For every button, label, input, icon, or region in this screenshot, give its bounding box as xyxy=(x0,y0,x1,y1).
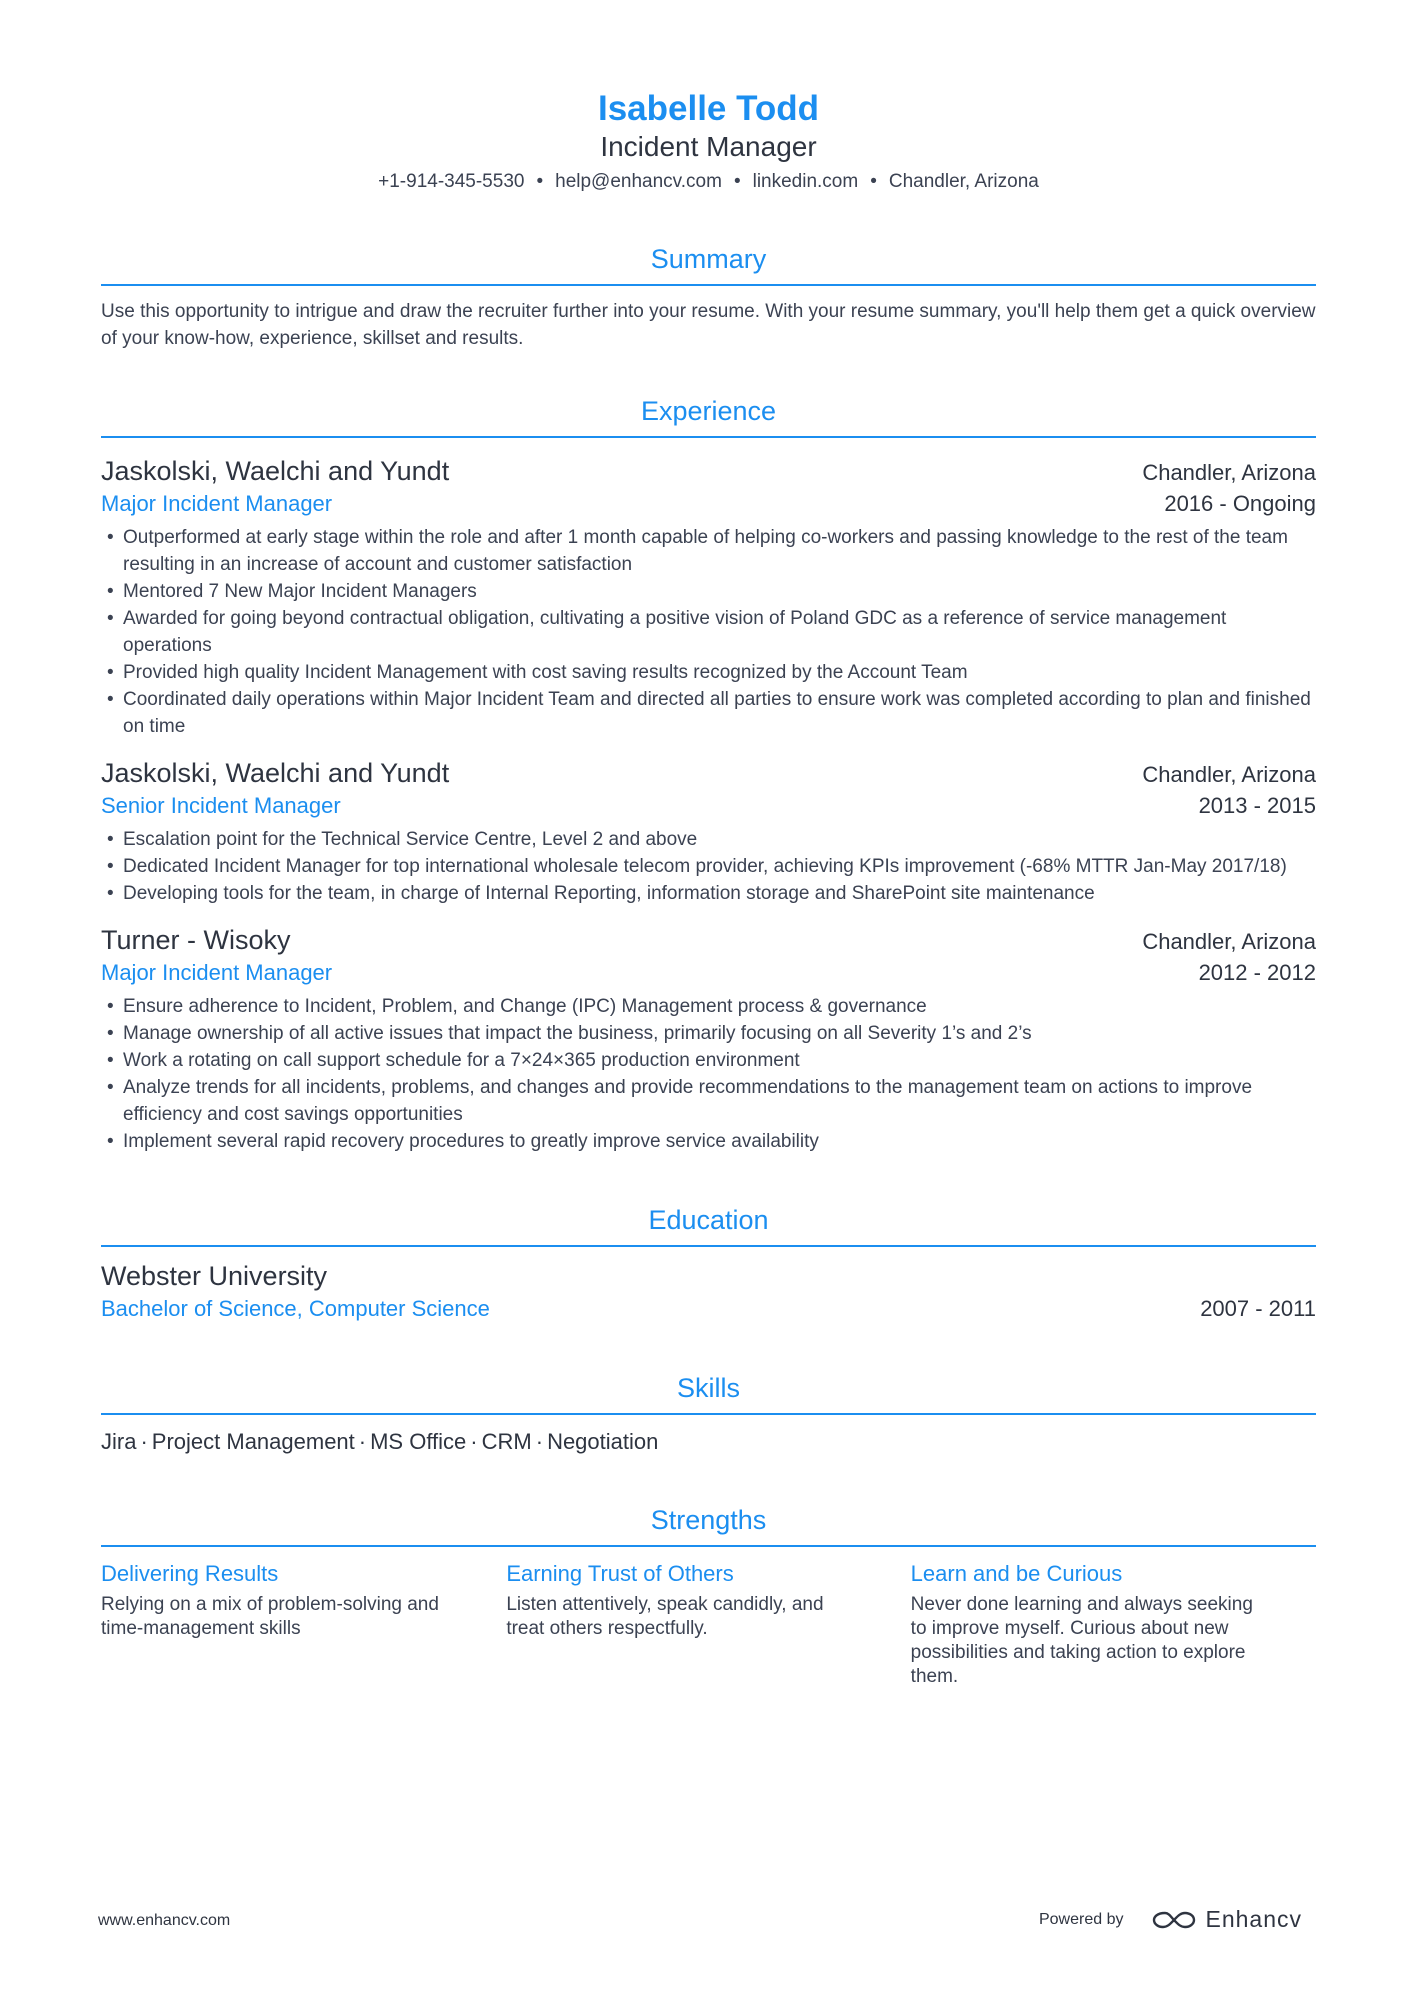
job-bullet: • Developing tools for the team, in charge of Internal Reporting, information storage and SharePoint site maintenance xyxy=(101,880,1316,907)
job-company: Jaskolski, Waelchi and Yundt xyxy=(101,758,450,788)
skills-list xyxy=(101,1427,1316,1457)
skills-section xyxy=(101,1371,1316,1457)
resume-content xyxy=(101,0,1316,1689)
page-footer xyxy=(0,1906,1410,1940)
contact-email: help@enhancv.com xyxy=(555,171,722,192)
job-location: Chandler, Arizona xyxy=(1142,929,1316,954)
powered-by-label: Powered by xyxy=(1038,1910,1124,1928)
strength-item xyxy=(911,1559,1316,1689)
candidate-title: Incident Manager xyxy=(600,131,817,162)
job-company: Turner - Wisoky xyxy=(101,925,291,955)
contact-line xyxy=(101,170,1316,194)
job-bullet: • Manage ownership of all active issues that impact the business, primarily focusing on all Severity 1’s and 2’s xyxy=(101,1020,1316,1047)
job-bullet: • Outperformed at early stage within the role and after 1 month capable of helping co-workers and passing knowledge to the rest of the team resulting in an increase of account and customer satisfaction xyxy=(101,524,1316,578)
strength-item xyxy=(101,1559,506,1689)
summary-heading: Summary xyxy=(101,242,1316,286)
resume-header xyxy=(101,0,1316,194)
experience-section xyxy=(101,394,1316,1155)
strength-title: Earning Trust of Others xyxy=(506,1561,734,1586)
skills-heading: Skills xyxy=(101,1371,1316,1415)
skill-separator: · xyxy=(140,1429,148,1454)
job-role-row xyxy=(101,790,1316,822)
job-bullet: • Implement several rapid recovery procedures to greatly improve service availability xyxy=(101,1128,1316,1155)
contact-phone: +1-914-345-5530 xyxy=(378,171,525,192)
education-degree-row xyxy=(101,1293,1316,1325)
contact-separator: • xyxy=(870,171,877,192)
footer-website[interactable]: www.enhancv.com xyxy=(98,1912,231,1929)
job-header-row xyxy=(101,756,1316,790)
education-dates: 2007 - 2011 xyxy=(1200,1296,1316,1321)
job-location: Chandler, Arizona xyxy=(1142,762,1316,787)
job-dates: 2012 - 2012 xyxy=(1198,960,1316,985)
skill-separator: · xyxy=(535,1429,544,1454)
contact-separator: • xyxy=(733,171,741,192)
strengths-section xyxy=(101,1503,1316,1689)
job-role-row xyxy=(101,957,1316,989)
job-entry xyxy=(101,756,1316,907)
contact-linkedin: linkedin.com xyxy=(752,171,859,192)
job-entry xyxy=(101,923,1316,1155)
experience-heading: Experience xyxy=(101,394,1316,438)
job-bullet: • Awarded for going beyond contractual obligation, cultivating a positive vision of Poland GDC as a reference of service management operations xyxy=(101,605,1316,659)
job-bullet: • Escalation point for the Technical Service Centre, Level 2 and above xyxy=(101,826,1316,853)
strength-description: Never done learning and always seeking to improve myself. Curious about new possibilities and taking action to explore them. xyxy=(910,1594,1253,1687)
job-bullet: • Provided high quality Incident Management with cost saving results recognized by the Account Team xyxy=(101,659,1316,686)
job-bullets xyxy=(101,826,1316,907)
contact-location: Chandler, Arizona xyxy=(888,171,1039,192)
job-role: Major Incident Manager xyxy=(101,491,333,516)
job-bullet: • Work a rotating on call support schedule for a 7×24×365 production environment xyxy=(101,1047,1316,1074)
strength-title: Delivering Results xyxy=(101,1561,279,1586)
job-location: Chandler, Arizona xyxy=(1142,460,1316,485)
job-entry xyxy=(101,454,1316,740)
strengths-heading: Strengths xyxy=(101,1503,1316,1547)
job-role-row xyxy=(101,488,1316,520)
education-degree: Bachelor of Science, Computer Science xyxy=(101,1296,490,1321)
job-company: Jaskolski, Waelchi and Yundt xyxy=(101,456,450,486)
summary-text: Use this opportunity to intrigue and draw the recruiter further into your resume. With your resume summary, you'll help them get a quick overview of your know-how, experience, skillset and results. xyxy=(101,301,1316,349)
skill-separator: · xyxy=(470,1429,478,1454)
job-bullets xyxy=(101,524,1316,740)
job-bullets xyxy=(101,993,1316,1155)
job-role: Major Incident Manager xyxy=(101,960,333,985)
job-bullet: • Ensure adherence to Incident, Problem, and Change (IPC) Management process & governance xyxy=(101,993,1316,1020)
skill-separator: · xyxy=(358,1429,367,1454)
strengths-grid xyxy=(101,1559,1316,1689)
contact-separator: • xyxy=(536,171,544,192)
skill-item: Jira xyxy=(101,1429,137,1454)
job-header-row xyxy=(101,923,1316,957)
enhancv-brand-name: Enhancv xyxy=(1205,1906,1302,1932)
skill-item: CRM xyxy=(481,1429,532,1454)
skill-item: Negotiation xyxy=(547,1429,659,1454)
education-section xyxy=(101,1203,1316,1325)
skill-item: MS Office xyxy=(370,1429,467,1454)
strength-item xyxy=(506,1559,910,1689)
strength-description: Relying on a mix of problem-solving and time-management skills xyxy=(101,1594,439,1639)
candidate-name: Isabelle Todd xyxy=(597,89,820,128)
skill-item: Project Management xyxy=(151,1429,355,1454)
job-bullet: • Dedicated Incident Manager for top international wholesale telecom provider, achieving KPIs improvement (-68% MTTR Jan-May 2017/18) xyxy=(101,853,1316,880)
job-bullet: • Mentored 7 New Major Incident Managers xyxy=(101,578,1316,605)
summary-section xyxy=(101,242,1316,352)
enhancv-logo-icon xyxy=(1151,1908,1197,1932)
job-bullet: • Coordinated daily operations within Major Incident Team and directed all parties to ensure work was completed according to plan and finished on time xyxy=(101,686,1316,740)
education-heading: Education xyxy=(101,1203,1316,1247)
strength-description: Listen attentively, speak candidly, and treat others respectfully. xyxy=(506,1594,824,1639)
job-dates: 2016 - Ongoing xyxy=(1164,491,1316,516)
job-dates: 2013 - 2015 xyxy=(1198,793,1316,818)
strength-title: Learn and be Curious xyxy=(910,1561,1123,1586)
job-role: Senior Incident Manager xyxy=(101,793,341,818)
job-bullet: • Analyze trends for all incidents, problems, and changes and provide recommendations to the management team on actions to improve efficiency and cost savings opportunities xyxy=(101,1074,1316,1128)
education-school: Webster University xyxy=(101,1261,328,1291)
footer-branding xyxy=(1039,1906,1302,1933)
job-header-row xyxy=(101,454,1316,488)
